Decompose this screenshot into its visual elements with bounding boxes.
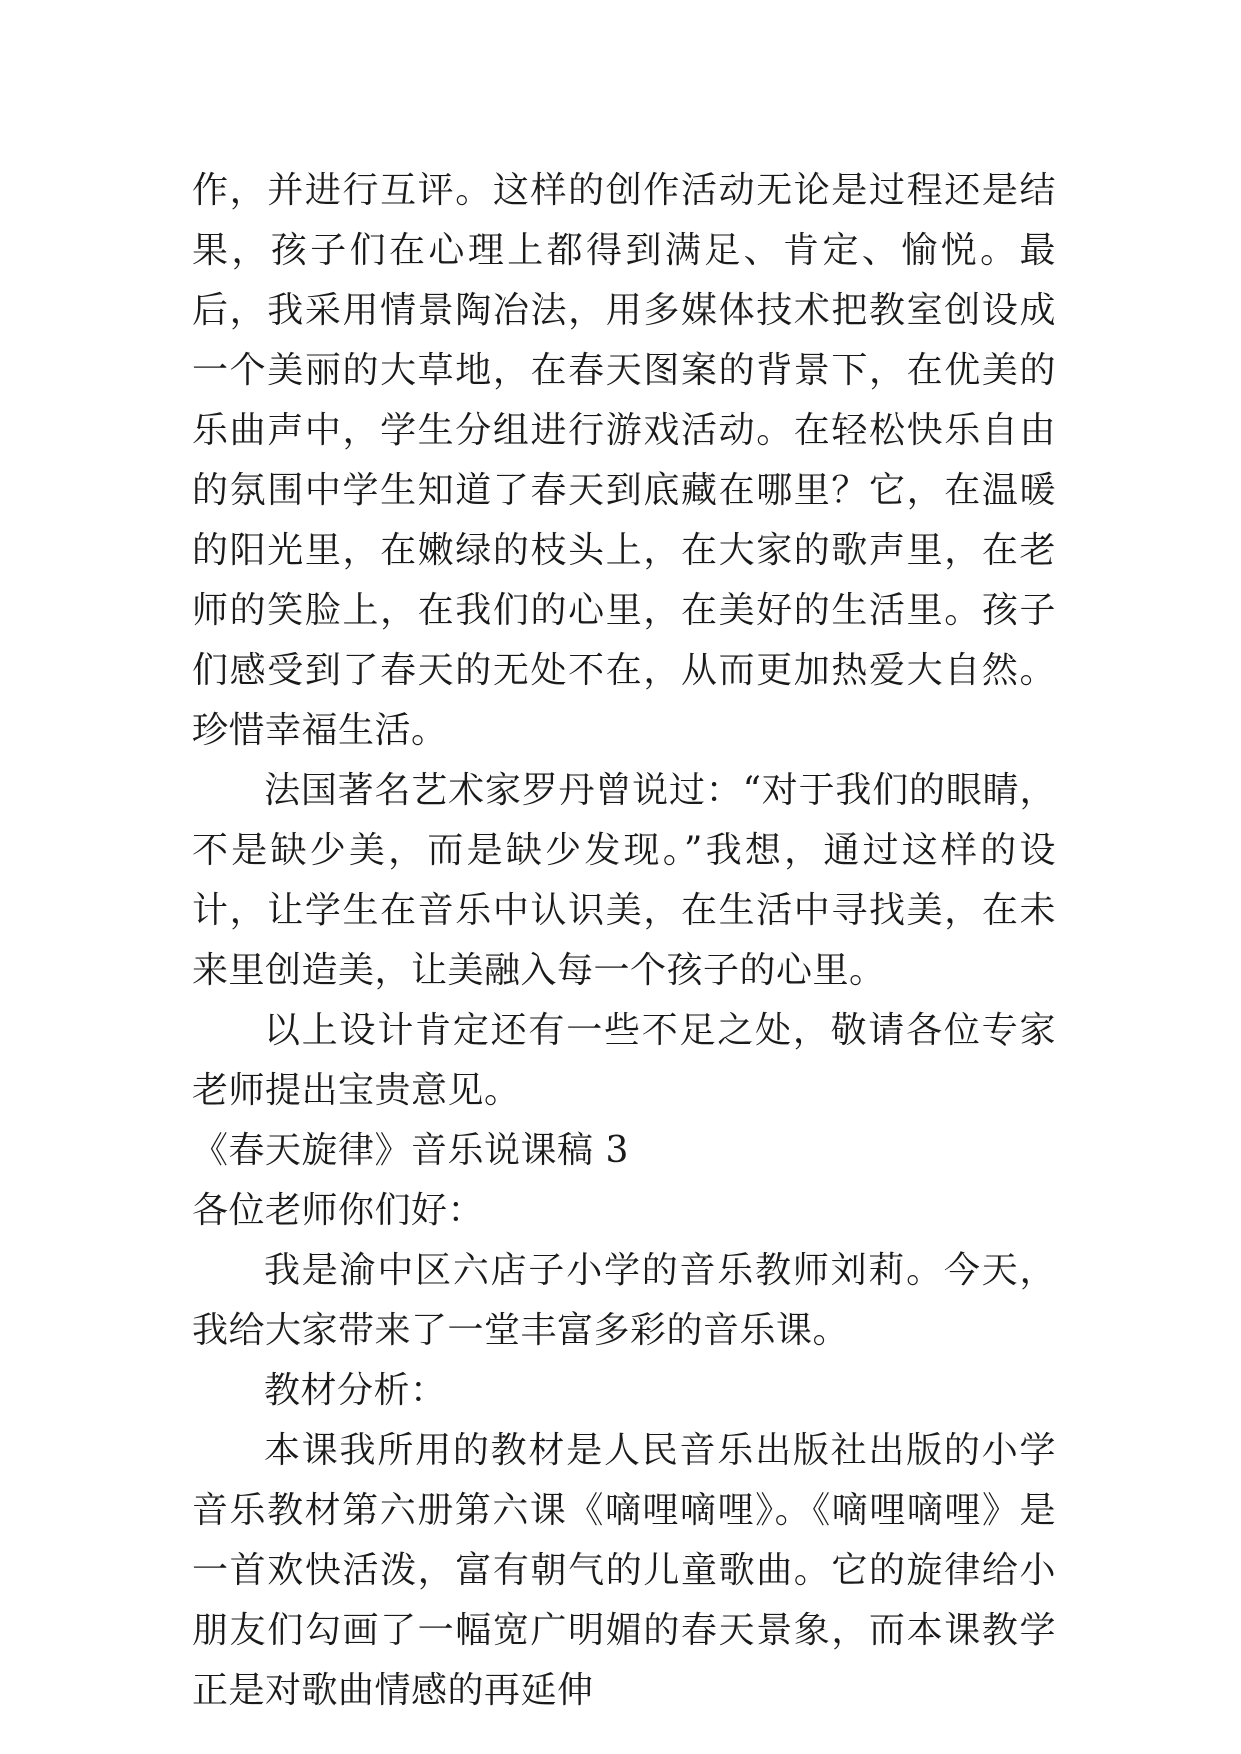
paragraph-self-introduction: 我是渝中区六店子小学的音乐教师刘莉。今天，我给大家带来了一堂丰富多彩的音乐课。 [192,1250,1056,1351]
greeting: 各位老师你们好： [192,1190,485,1231]
document-body [192,161,1056,1721]
paragraph-rodin-quote: 法国著名艺术家罗丹曾说过：“对于我们的眼睛，不是缺少美，而是缺少发现。”我想，通过这样的设计，让学生在音乐中认识美，在生活中寻找美，在未来里创造美，让美融入每一个孩子的心里。 [192,770,1056,991]
heading-textbook-analysis: 教材分析： [264,1370,447,1411]
paragraph-creation-activity: 作，并进行互评。这样的创作活动无论是过程还是结果，孩子们在心理上都得到满足、肯定、愉悦。最后，我采用情景陶冶法，用多媒体技术把教室创设成一个美丽的大草地，在春天图案的背景下，在优美的乐曲声中，学生分组进行游戏活动。在轻松快乐自由的氛围中学生知道了春天到底藏在哪里？它，在温暖的阳光里，在嫩绿的枝头上，在大家的歌声里，在老师的笑脸上，在我们的心里，在美好的生活里。孩子们感受到了春天的无处不在，从而更加热爱大自然。珍惜幸福生活。 [192,170,1056,751]
paragraph-textbook-description: 本课我所用的教材是人民音乐出版社出版的小学音乐教材第六册第六课《嘀哩嘀哩》。《嘀哩嘀哩》是一首欢快活泼，富有朝气的儿童歌曲。它的旋律给小朋友们勾画了一幅宽广明媚的春天景象，而本课教学正是对歌曲情感的再延伸 [192,1430,1056,1711]
section-title: 《春天旋律》音乐说课稿 3 [192,1130,629,1171]
paragraph-closing-remark: 以上设计肯定还有一些不足之处，敬请各位专家老师提出宝贵意见。 [192,1010,1056,1111]
